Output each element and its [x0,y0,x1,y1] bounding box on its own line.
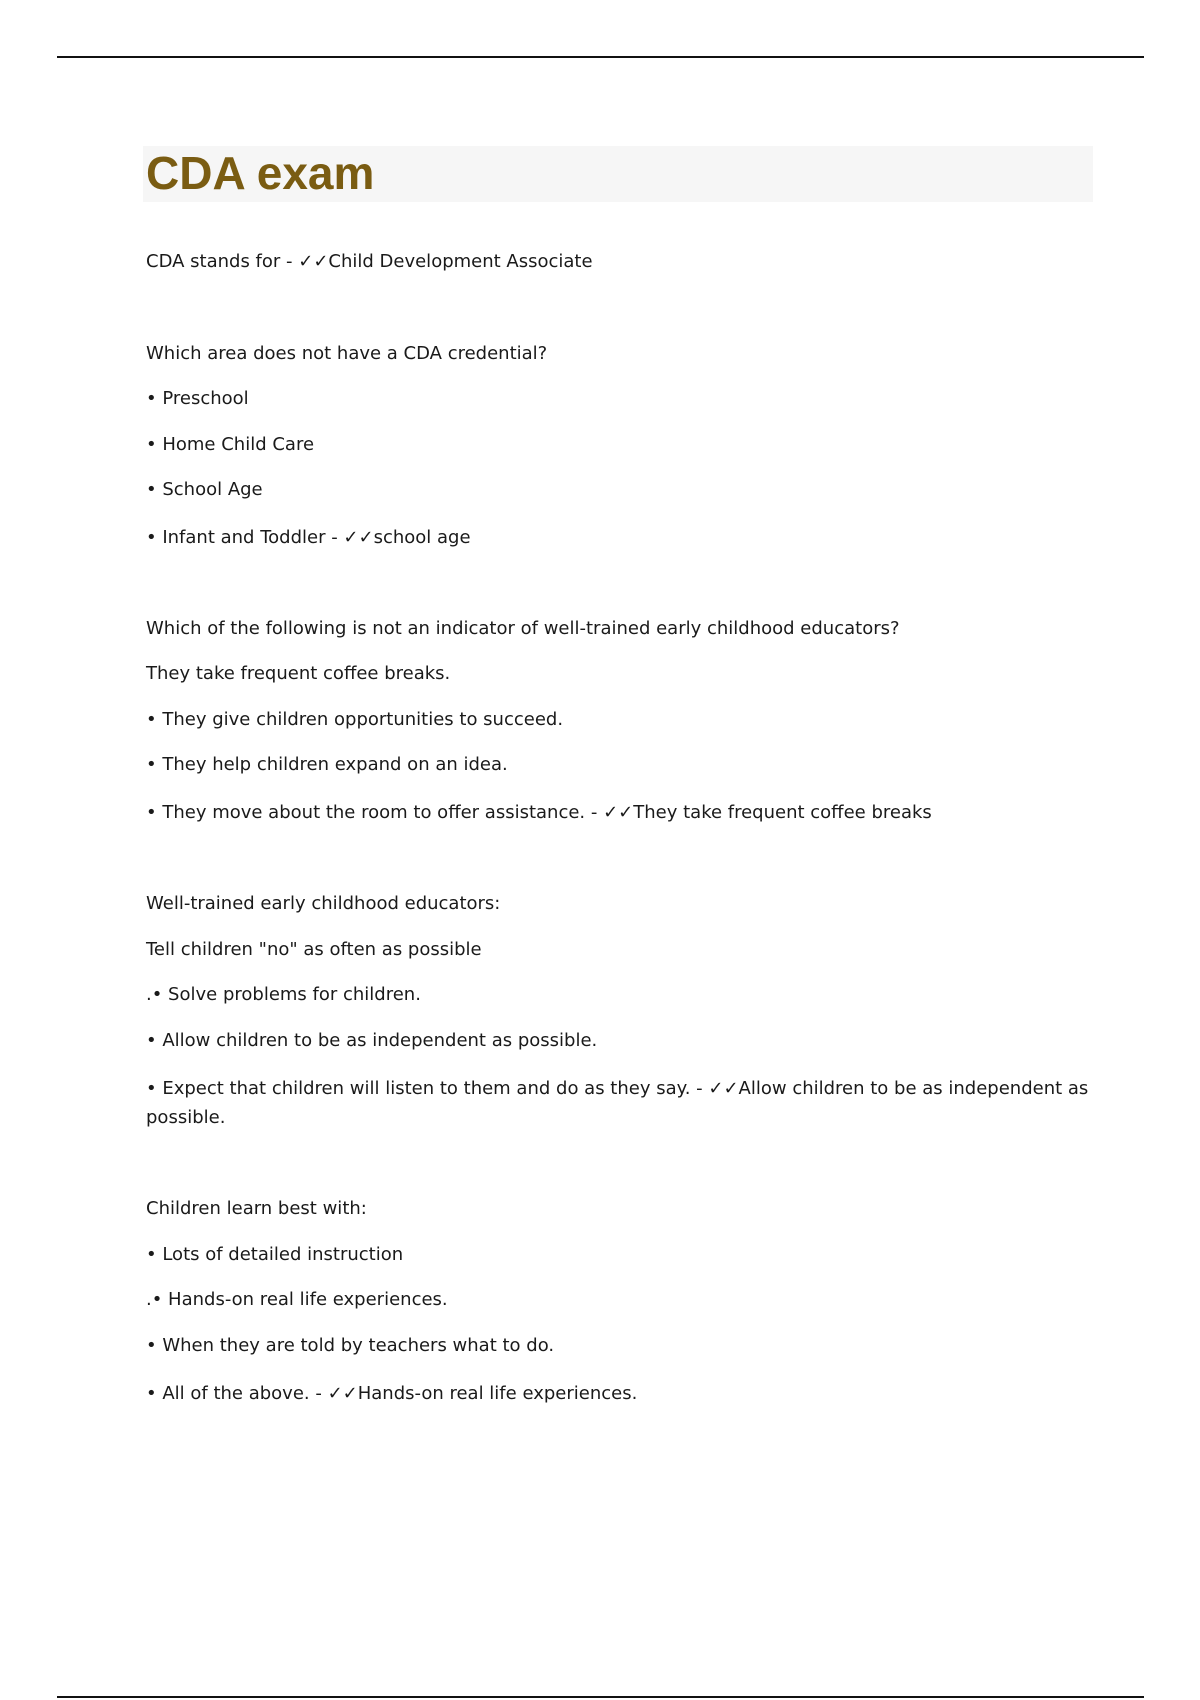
answer-option: .• Hands-on real life experiences. [146,1289,448,1310]
question-text: Which area does not have a CDA credential? [146,343,548,364]
answer-option: • School Age [146,479,263,500]
question-text: Well-trained early childhood educators: [146,893,501,914]
answer-option: • Allow children to be as independent as possible. [146,1030,598,1051]
answer-option: They take frequent coffee breaks. [146,663,451,684]
answer-option: • When they are told by teachers what to do. [146,1335,555,1356]
answer-option: • They help children expand on an idea. [146,754,508,775]
question-text: Which of the following is not an indicator of well-trained early childhood educators? [146,618,900,639]
answer-option: • Expect that children will listen to them and do as they say. - ✓✓Allow children to be as independent as possible. [146,1078,1089,1128]
answer-option: • They give children opportunities to succeed. [146,709,564,730]
answer-option: • They move about the room to offer assistance. - ✓✓They take frequent coffee breaks [146,802,932,823]
question-text: CDA stands for - ✓✓Child Development Associate [146,251,593,272]
answer-option: Tell children "no" as often as possible [146,939,482,960]
page-title: CDA exam [146,147,375,199]
bottom-rule [57,1696,1144,1698]
answer-option: • Infant and Toddler - ✓✓school age [146,527,471,548]
answer-option: • Lots of detailed instruction [146,1244,404,1265]
answer-option: • Preschool [146,388,249,409]
answer-option: • All of the above. - ✓✓Hands-on real life experiences. [146,1383,638,1404]
answer-option: • Home Child Care [146,434,315,455]
question-text: Children learn best with: [146,1198,367,1219]
top-rule [57,56,1144,58]
answer-option: .• Solve problems for children. [146,984,421,1005]
